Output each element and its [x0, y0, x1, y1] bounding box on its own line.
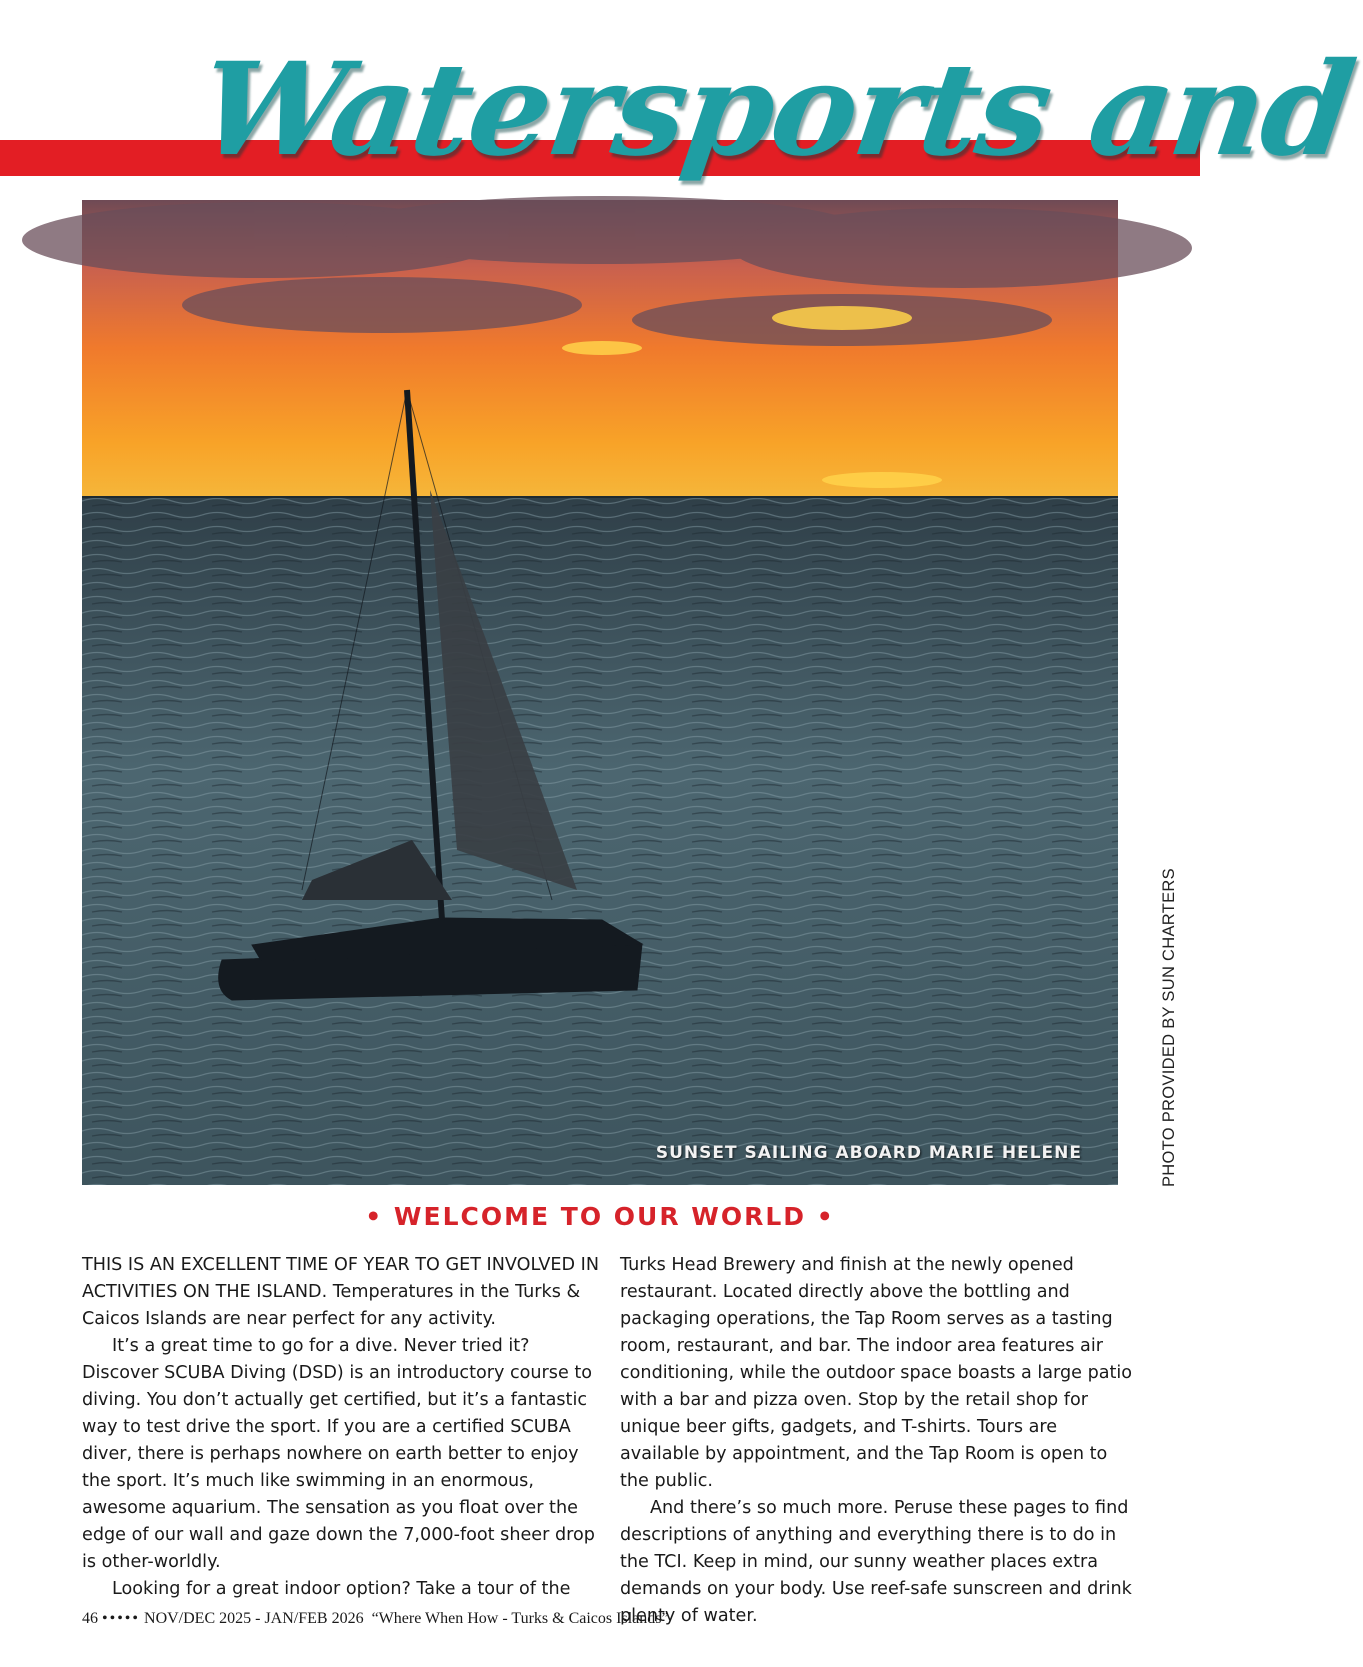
article-paragraph: THIS IS AN EXCELLENT TIME OF YEAR TO GET INVOLVED IN ACTIVITIES ON THE ISLAND. Temperatures in the Turks & Caicos Islands are near perfect for any activity.: [82, 1255, 599, 1329]
publication-name: “Where When How - Turks & Caicos Islands”: [371, 1610, 669, 1627]
sunset-sailing-photo: [82, 200, 1118, 1185]
footer-dots: •••••: [102, 1610, 141, 1627]
article-paragraph: Turks Head Brewery and finish at the newly opened restaurant. Located directly above the bottling and packaging operations, the Tap Room serves as a tasting room, restaurant, and bar. The indoor area features air conditioning, while the outdoor space boasts a large patio with a bar and pizza oven. Stop by the retail shop for unique beer gifts, gadgets, and T-shirts. Tours are available by appointment, and the Tap Room is open to the public.: [620, 1255, 1133, 1491]
article-paragraph: And there’s so much more. Peruse these pages to find descriptions of anything and everything there is to do in the TCI. Keep in mind, our sunny weather places extra demands on your body. Use reef-safe sunscreen and drink plenty of water.: [620, 1498, 1132, 1626]
section-heading: • WELCOME TO OUR WORLD •: [365, 1202, 835, 1231]
page-footer: [82, 1610, 669, 1628]
article-column-left: [82, 1252, 602, 1603]
photo-caption: SUNSET SAILING ABOARD MARIE HELENE: [655, 1143, 1082, 1163]
issue-dates: NOV/DEC 2025 - JAN/FEB 2026: [144, 1610, 364, 1627]
article-paragraph: It’s a great time to go for a dive. Never tried it? Discover SCUBA Diving (DSD) is an introductory course to diving. You don’t actually get certified, but it’s a fantastic way to test drive the sport. If you are a certified SCUBA diver, there is perhaps nowhere on earth better to enjoy the sport. It’s much like swimming in an enormous, awesome aquarium. The sensation as you float over the edge of our wall and gaze down the 7,000-foot sheer drop is other-worldly.: [82, 1336, 595, 1572]
page-number: 46: [82, 1610, 98, 1627]
article-column-right: [620, 1252, 1140, 1630]
photo-credit: PHOTO PROVIDED BY SUN CHARTERS: [1160, 868, 1178, 1187]
article-paragraph: Looking for a great indoor option? Take a tour of the: [112, 1579, 571, 1599]
page-title: Watersports and: [190, 35, 1362, 185]
